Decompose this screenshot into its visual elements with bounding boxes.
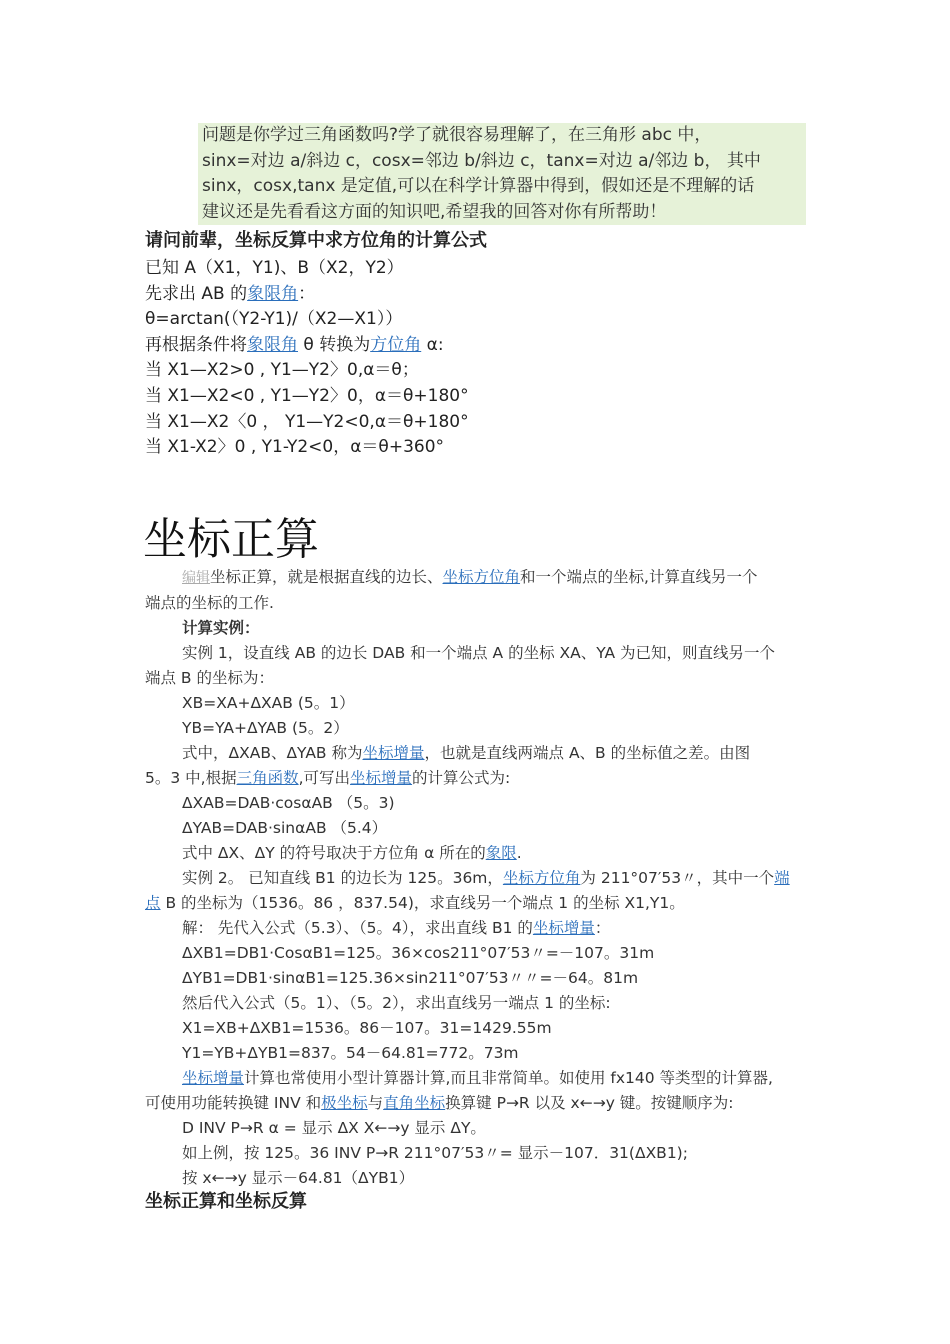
text: 再根据条件将: [145, 334, 247, 355]
text: 可使用功能转换键 INV 和: [145, 1094, 322, 1112]
quadrant-angle-link[interactable]: 象限角: [247, 334, 298, 355]
calc-line: ΔXB1=DB1·CosαB1=125。36×cos211°07′53〃=－107。31m: [182, 944, 655, 962]
coordinate-increment-link[interactable]: 坐标增量: [182, 1069, 245, 1087]
formula-line: 当 X1-X2〉0 , Y1-Y2<0，α＝θ+360°: [145, 437, 445, 458]
calc-line: ΔYB1=DB1·sinαB1=125.36×sin211°07′53〃〃=－64。81m: [182, 969, 639, 987]
coordinate-increment-link[interactable]: 坐标增量: [350, 769, 413, 787]
quadrant-link[interactable]: 象限: [485, 844, 517, 862]
section-body: [145, 565, 810, 1191]
text: .: [516, 844, 522, 862]
quote-line: sinx，cosx,tanx 是定值,可以在科学计算器中得到，假如还是不理解的话: [202, 176, 755, 196]
azimuth-formula: [145, 256, 825, 461]
paragraph-line: [145, 891, 810, 916]
formula-line: [145, 282, 825, 308]
text: ：: [298, 283, 316, 304]
formula-line: 已知 A（X1，Y1)、B（X2，Y2）: [145, 258, 404, 278]
bottom-title: 坐标正算和坐标反算: [145, 1191, 307, 1212]
paragraph-line: [145, 1091, 810, 1116]
text: 解： 先代入公式（5.3）、（5。4），求出直线 B1 的: [182, 919, 533, 937]
calc-line: 然后代入公式（5。1）、（5。2），求出直线另一端点 1 的坐标:: [182, 994, 611, 1012]
polar-coordinate-link[interactable]: 极坐标: [321, 1094, 368, 1112]
question-title: 请问前辈，坐标反算中求方位角的计算公式: [145, 230, 487, 251]
paragraph-line: [145, 565, 810, 591]
paragraph-line: 端点的坐标的工作.: [145, 594, 274, 612]
paragraph-line: [145, 1066, 810, 1091]
calc-line: Y1=YB+ΔYB1=837。54－64.81=772。73m: [182, 1044, 519, 1062]
text: B 的坐标为（1536。86 ，837.54)，求直线另一个端点 1 的坐标 X1,Y1。: [160, 894, 685, 912]
key-sequence-line: 如上例，按 125。36 INV P→R 211°07′53〃= 显示－107．31(ΔXB1);: [182, 1144, 688, 1162]
paragraph-line: [145, 841, 810, 866]
key-sequence-line: D INV P→R α = 显示 ΔX X←→y 显示 ΔY。: [182, 1119, 486, 1137]
text: ，也就是直线两端点 A、B 的坐标值之差。由图: [424, 744, 751, 762]
quadrant-angle-link[interactable]: 象限角: [247, 283, 299, 304]
azimuth-link[interactable]: 方位角: [370, 334, 422, 355]
text: 换算键 P→R 以及 x←→y 键。按键顺序为:: [445, 1094, 734, 1112]
formula-line: [145, 333, 825, 359]
text: α:: [421, 334, 444, 355]
formula-line: 当 X1—X2<0 , Y1—Y2〉0，α＝θ+180°: [145, 385, 469, 406]
paragraph-line: [145, 866, 810, 891]
example-heading: 计算实例：: [182, 619, 260, 637]
text: 计算也常使用小型计算器计算,而且非常简单。如使用 fx140 等类型的计算器,: [244, 1069, 773, 1087]
answer-quote-block: [198, 123, 806, 225]
edit-link[interactable]: 编辑: [182, 570, 210, 586]
formula-5-3: ΔXAB=DAB·cosαAB （5。3): [182, 794, 395, 812]
section-title: 坐标正算: [143, 514, 319, 565]
paragraph-line: 实例 1，设直线 AB 的边长 DAB 和一个端点 A 的坐标 XA、YA 为已知，则直线另一个: [182, 644, 776, 662]
paragraph-line: [145, 766, 810, 791]
text: 与: [367, 1094, 384, 1112]
key-sequence-line: 按 x←→y 显示－64.81（ΔYB1）: [182, 1169, 415, 1187]
calc-line: X1=XB+ΔXB1=1536。86－107。31=1429.55m: [182, 1019, 552, 1037]
formula-line: 当 X1—X2>0 , Y1—Y2〉0,α＝θ；: [145, 360, 419, 381]
quote-line: sinx=对边 a/斜边 c，cosx=邻边 b/斜边 c，tanx=对边 a/邻边 b， 其中: [202, 150, 761, 171]
coordinate-increment-link[interactable]: 坐标增量: [532, 919, 595, 937]
text: 式中，ΔXAB、ΔYAB 称为: [182, 744, 363, 762]
azimuth-link[interactable]: 坐标方位角: [442, 568, 521, 586]
text: 的计算公式为:: [412, 769, 511, 787]
text: 5。3 中,根据: [145, 769, 237, 787]
text: 坐标正算，就是根据直线的边长、: [210, 568, 443, 586]
paragraph-line: [145, 916, 810, 941]
endpoint-link[interactable]: 端: [774, 869, 790, 887]
paragraph-line: 端点 B 的坐标为：: [145, 669, 274, 687]
text: 先求出 AB 的: [145, 283, 248, 304]
formula-line: θ=arctan(（Y2-Y1)/（X2—X1））: [145, 309, 403, 330]
text: ：: [594, 919, 611, 937]
coordinate-increment-link[interactable]: 坐标增量: [362, 744, 425, 762]
quote-line: 建议还是先看看这方面的知识吧,希望我的回答对你有所帮助！: [202, 201, 667, 222]
text: 和一个端点的坐标,计算直线另一个: [520, 568, 758, 586]
formula-line: 当 X1—X2〈0 ， Y1—Y2<0,α＝θ+180°: [145, 411, 469, 432]
text: 实例 2。 已知直线 B1 的边长为 125。36m，: [182, 869, 503, 887]
paragraph-line: [145, 741, 810, 766]
text: 式中 ΔX、ΔY 的符号取决于方位角 α 所在的: [182, 844, 486, 862]
text: θ 转换为: [298, 334, 371, 355]
rectangular-coordinate-link[interactable]: 直角坐标: [383, 1094, 446, 1112]
endpoint-link[interactable]: 点: [145, 894, 161, 912]
formula-5-1: XB=XA+ΔXAB (5。1）: [182, 694, 355, 712]
azimuth-link[interactable]: 坐标方位角: [502, 869, 581, 887]
text: 为 211°07′53〃，其中一个: [580, 869, 775, 887]
trig-function-link[interactable]: 三角函数: [236, 769, 299, 787]
formula-5-2: YB=YA+ΔYAB (5。2）: [182, 719, 349, 737]
formula-5-4: ΔYAB=DAB·sinαAB （5.4）: [182, 819, 388, 837]
text: ,可写出: [298, 769, 351, 787]
quote-line: 问题是你学过三角函数吗?学了就很容易理解了，在三角形 abc 中，: [202, 125, 712, 145]
